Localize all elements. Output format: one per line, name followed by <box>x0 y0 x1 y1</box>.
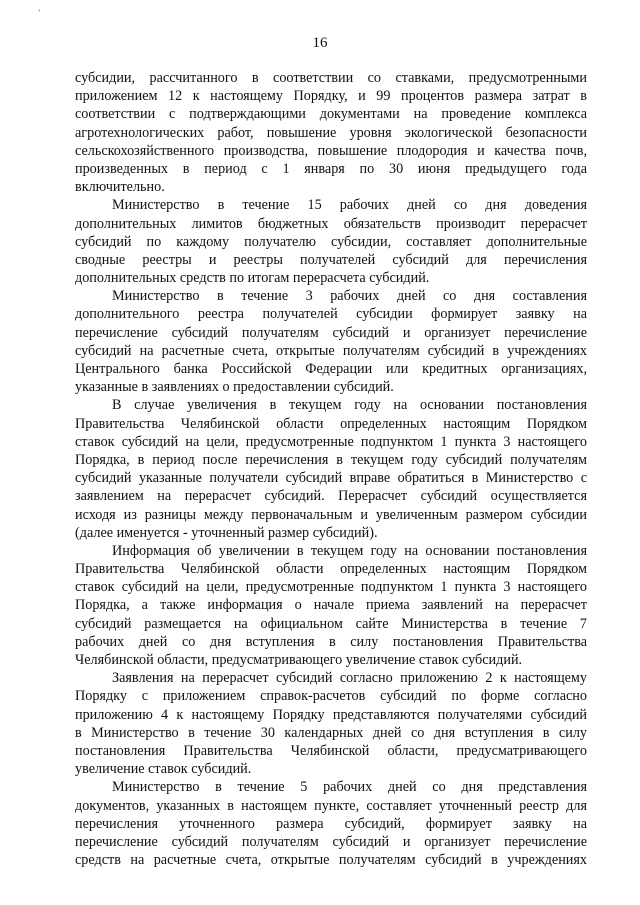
text-line: ставок субсидий на цели, предусмотренные подпунктом 1 пункта 3 настоящего <box>75 433 587 450</box>
text-line: включительно. <box>75 179 165 196</box>
text-line: произведенных в период с 1 января по 30 июня предыдущего года <box>75 160 587 177</box>
text-line: в Министерство в течение 30 календарных дней со дня вступления в силу <box>75 724 587 741</box>
text-line: Информация об увеличении в текущем году на основании постановления <box>112 542 587 559</box>
text-line: субсидий размещается на официальном сайте Министерства в течение 7 <box>75 615 587 632</box>
paragraph <box>75 669 587 778</box>
paragraph <box>75 778 587 869</box>
text-line: агротехнологических работ, повышение уровня экологической безопасности <box>75 124 587 141</box>
text-line: приложению 4 к настоящему Порядку представляются получателями субсидий <box>75 706 587 723</box>
text-line: В случае увеличения в текущем году на основании постановления <box>112 397 587 414</box>
text-line: соответствии с подтверждающими документами на проведение комплекса <box>75 106 587 123</box>
page-number: 16 <box>312 35 328 51</box>
text-line: Челябинской области, предусматривающего увеличение ставок субсидий. <box>75 652 523 668</box>
text-line: рабочих дней со дня вступления в силу постановления Правительства <box>75 633 587 650</box>
text-line: сельскохозяйственного производства, повышение плодородия и качества почв, <box>75 142 587 159</box>
text-line: постановления Правительства Челябинской области, предусматривающего <box>75 742 587 759</box>
text-line: субсидий указанные получатели субсидий вправе обратиться в Министерство с <box>75 470 587 487</box>
text-line: Министерство в течение 3 рабочих дней со дня составления <box>112 288 587 305</box>
text-line: Министерство в течение 5 рабочих дней со дня представления <box>112 779 587 796</box>
text-line: Порядка, а также информация о начале приема заявлений на перерасчет <box>75 597 587 614</box>
text-line: перечисление субсидий получателям субсидий и организует перечисление <box>75 324 587 341</box>
text-line: (далее именуется - уточненный размер субсидий). <box>75 524 378 541</box>
text-line: субсидии, рассчитанного в соответствии со ставками, предусмотренными <box>75 70 587 86</box>
text-line: дополнительного реестра получателей субсидии формирует заявку на <box>75 306 587 323</box>
text-line: перечисление субсидий получателям субсидий и организует перечисление <box>75 833 587 850</box>
text-line: увеличение ставок субсидий. <box>75 761 252 778</box>
text-line: документов, указанных в настоящем пункте, составляет уточненный реестр для <box>75 797 587 814</box>
text-line: исходя из разницы между первоначальным и увеличенным размером субсидии <box>75 506 587 523</box>
text-line: субсидий по каждому получателю субсидии, составляет дополнительные <box>75 233 587 250</box>
text-line: приложением 12 к настоящему Порядку, и 99 процентов размера затрат в <box>75 88 587 105</box>
text-line: средств на расчетные счета, открытые получателям субсидий в учреждениях <box>75 852 587 869</box>
text-line: Центрального банка Российской Федерации или кредитных организациях, <box>75 361 587 377</box>
text-line: заявлением на перерасчет субсидий. Перерасчет субсидий осуществляется <box>75 488 587 505</box>
text-line: сводные реестры и реестры получателей субсидий для перечисления <box>75 251 587 268</box>
text-line: указанные в заявлениях о предоставлении субсидий. <box>75 379 394 396</box>
text-line: дополнительных средств по итогам перерасчета субсидий. <box>75 270 430 287</box>
paragraph <box>75 69 587 196</box>
text-line: Министерство в течение 15 рабочих дней со дня доведения <box>112 197 587 214</box>
paragraph <box>75 196 587 287</box>
text-line: ставок субсидий на цели, предусмотренные подпунктом 1 пункта 3 настоящего <box>75 579 587 596</box>
text-line: Правительства Челябинской области определенных настоящим Порядком <box>75 561 587 578</box>
text-line: Правительства Челябинской области определенных настоящим Порядком <box>75 415 587 432</box>
scan-mark: ‛ <box>38 9 41 19</box>
paragraph <box>75 542 587 669</box>
text-line: дополнительных лимитов бюджетных обязательств производит перерасчет <box>75 215 587 232</box>
paragraph <box>75 287 587 396</box>
text-line: Порядка, в период после перечисления в текущем году субсидий получателям <box>75 451 587 468</box>
text-line: Порядку с приложением справок-расчетов субсидий по форме согласно <box>75 688 587 705</box>
text-line: Заявления на перерасчет субсидий согласно приложению 2 к настоящему <box>112 670 587 687</box>
paragraph <box>75 396 587 542</box>
text-line: перечисления уточненного размера субсидий, формирует заявку на <box>75 815 587 832</box>
document-body <box>75 69 587 869</box>
text-line: субсидий на расчетные счета, открытые получателям субсидий в учреждениях <box>75 342 587 359</box>
